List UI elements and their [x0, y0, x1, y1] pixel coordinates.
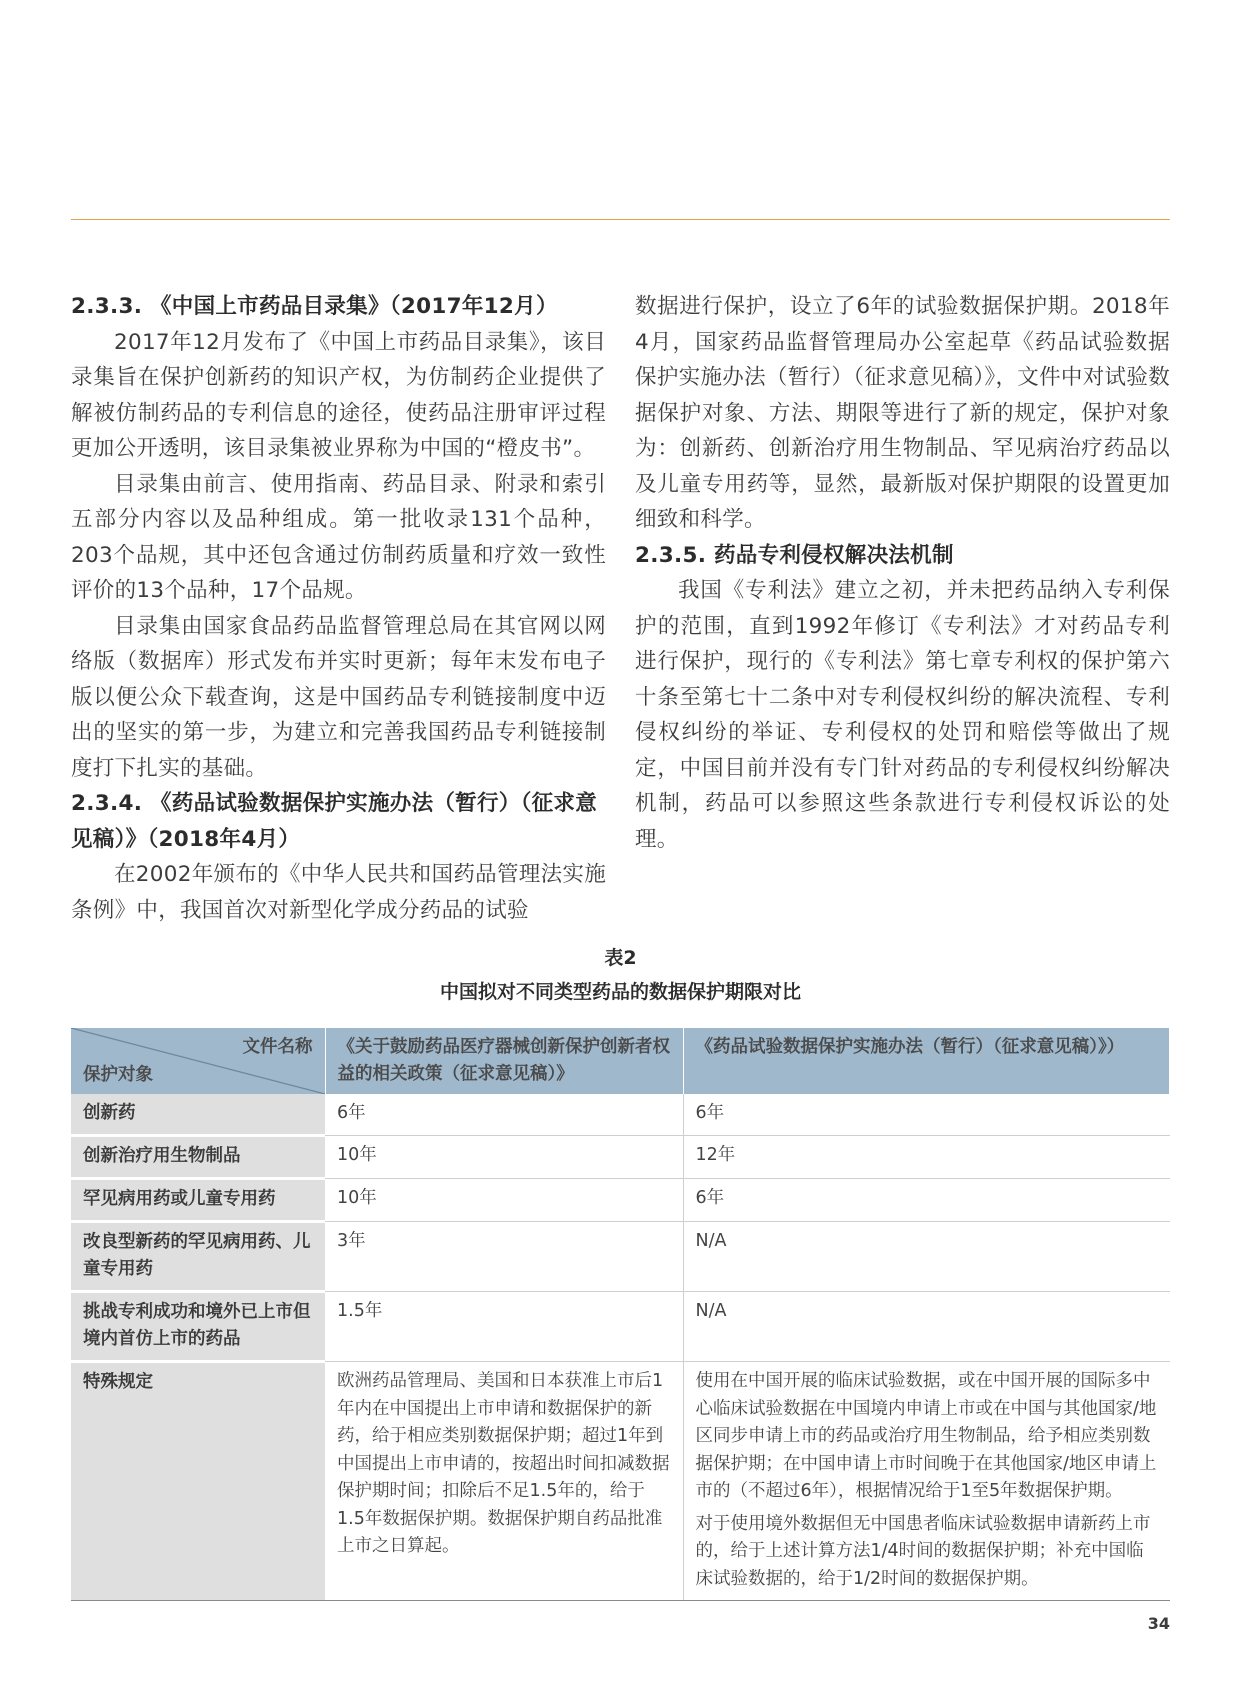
- cell-value: 6年: [325, 1094, 683, 1136]
- table-row: [71, 1179, 1170, 1222]
- table-caption: [71, 941, 1170, 1009]
- cell-value: N/A: [683, 1222, 1170, 1292]
- column-header-measures: 《药品试验数据保护实施办法（暂行）（征求意见稿）》）: [683, 1028, 1170, 1094]
- cell-value: 6年: [683, 1179, 1170, 1222]
- table-number: 表2: [604, 947, 637, 969]
- row-label: 创新治疗用生物制品: [71, 1136, 325, 1179]
- paragraph: 目录集由前言、使用指南、药品目录、附录和索引五部分内容以及品种组成。第一批收录131个品种，203个品规，其中还包含通过仿制药质量和疗效一致性评价的13个品种，17个品规。: [71, 471, 606, 603]
- section-heading-2-3-3: 2.3.3. 《中国上市药品目录集》（2017年12月）: [71, 294, 558, 319]
- table-header-row: [71, 1028, 1170, 1094]
- row-label: 罕见病用药或儿童专用药: [71, 1179, 325, 1222]
- corner-label-subject: 保护对象: [83, 1065, 153, 1085]
- table-row: [71, 1292, 1170, 1362]
- row-label: 创新药: [71, 1094, 325, 1136]
- section-heading-2-3-4: 2.3.4. 《药品试验数据保护实施办法（暂行）（征求意见稿）》（2018年4月）: [71, 791, 598, 852]
- cell-value: 10年: [325, 1179, 683, 1222]
- cell-value: 欧洲药品管理局、美国和日本获准上市后1年内在中国提出上市申请和数据保护的新药，给于相应类别数据保护期；超过1年到中国提出上市申请的，按超出时间扣减数据保护期时间；扣除后不足1.5年的，给于1.5年数据保护期。数据保护期自药品批准上市之日算起。: [325, 1362, 683, 1601]
- cell-value: 10年: [325, 1136, 683, 1179]
- paragraph: 2017年12月发布了《中国上市药品目录集》，该目录集旨在保护创新药的知识产权，为仿制药企业提供了解被仿制药品的专利信息的途径，使药品注册审评过程更加公开透明，该目录集被业界称为中国的“橙皮书”。: [71, 329, 606, 461]
- paragraph: 目录集由国家食品药品监督管理总局在其官网以网络版（数据库）形式发布并实时更新；每年末发布电子版以便公众下载查询，这是中国药品专利链接制度中迈出的坚实的第一步，为建立和完善我国药品专利链接制度打下扎实的基础。: [71, 613, 606, 781]
- header-rule: [71, 219, 1170, 220]
- cell-paragraph: 对于使用境外数据但无中国患者临床试验数据申请新药上市的，给于上述计算方法1/4时间的数据保护期；补充中国临床试验数据的，给于1/2时间的数据保护期。: [695, 1513, 1151, 1589]
- table-title: 中国拟对不同类型药品的数据保护期限对比: [439, 981, 801, 1003]
- corner-label-document: 文件名称: [242, 1037, 313, 1057]
- row-label: 特殊规定: [71, 1362, 325, 1601]
- comparison-table: [71, 1028, 1170, 1601]
- row-label: 挑战专利成功和境外已上市但境内首仿上市的药品: [71, 1292, 325, 1362]
- page-number: 34: [1147, 1614, 1170, 1633]
- right-column: [635, 289, 1170, 857]
- cell-paragraph: 使用在中国开展的临床试验数据，或在中国开展的国际多中心临床试验数据在中国境内申请上市或在中国与其他国家/地区同步申请上市的药品或治疗用生物制品，给予相应类别数据保护期；在中国申请上市时间晚于在其他国家/地区申请上市的（不超过6年），根据情况给于1至5年数据保护期。: [695, 1371, 1157, 1501]
- table-row: [71, 1136, 1170, 1179]
- paragraph: 我国《专利法》建立之初，并未把药品纳入专利保护的范围，直到1992年修订《专利法》才对药品专利进行保护，现行的《专利法》第七章专利权的保护第六十条至第七十二条中对专利侵权纠纷的解决流程、专利侵权纠纷的举证、专利侵权的处罚和赔偿等做出了规定，中国目前并没有专门针对药品的专利侵权纠纷解决机制，药品可以参照这些条款进行专利侵权诉讼的处理。: [635, 578, 1170, 852]
- table-row-special: [71, 1362, 1170, 1601]
- corner-header-cell: [71, 1028, 325, 1094]
- cell-value: 6年: [683, 1094, 1170, 1136]
- cell-value: [683, 1362, 1170, 1601]
- table-row: [71, 1222, 1170, 1292]
- cell-value: 3年: [325, 1222, 683, 1292]
- cell-value: 1.5年: [325, 1292, 683, 1362]
- left-column: [71, 289, 606, 928]
- section-heading-2-3-5: 2.3.5. 药品专利侵权解决法机制: [635, 542, 954, 568]
- cell-value: N/A: [683, 1292, 1170, 1362]
- paragraph: 在2002年颁布的《中华人民共和国药品管理法实施条例》中，我国首次对新型化学成分药品的试验: [71, 862, 606, 923]
- table-row: [71, 1094, 1170, 1136]
- paragraph-continued: 数据进行保护，设立了6年的试验数据保护期。2018年4月，国家药品监督管理局办公室起草《药品试验数据保护实施办法（暂行）（征求意见稿）》，文件中对试验数据保护对象、方法、期限等进行了新的规定，保护对象为：创新药、创新治疗用生物制品、罕见病治疗药品以及儿童专用药等，显然，最新版对保护期限的设置更加细致和科学。: [635, 294, 1170, 532]
- column-header-policy: 《关于鼓励药品医疗器械创新保护创新者权益的相关政策（征求意见稿）》: [325, 1028, 683, 1094]
- row-label: 改良型新药的罕见病用药、儿童专用药: [71, 1222, 325, 1292]
- cell-value: 12年: [683, 1136, 1170, 1179]
